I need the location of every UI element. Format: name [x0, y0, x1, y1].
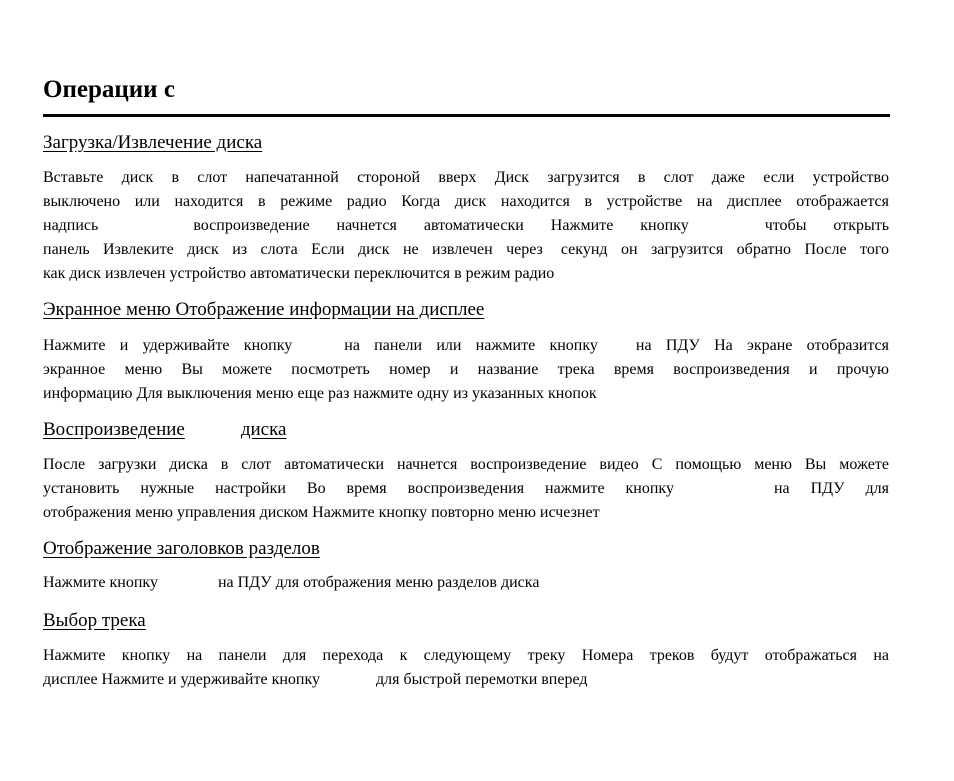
section-heading-track-select: Выбор трека	[43, 610, 146, 631]
text-line: информацию Для выключения меню еще раз нажмите одну из указанных кнопок	[43, 385, 597, 402]
page-title: Операции с	[43, 76, 175, 103]
section-heading-disc-load: Загрузка/Извлечение диска	[43, 132, 263, 153]
text-fragment: установить нужные настройки Во время воспроизведения нажмите кнопку	[43, 480, 674, 497]
section-body-disc-load	[43, 166, 889, 286]
section-heading-disc-playback	[43, 418, 287, 442]
text-line	[43, 477, 889, 501]
section-body-disc-playback	[43, 453, 889, 525]
text-line	[43, 334, 889, 358]
text-fragment: Нажмите и удерживайте кнопку	[43, 337, 293, 354]
text-line	[43, 214, 889, 238]
text-fragment: чтобы открыть	[764, 217, 889, 234]
text-fragment: на панели или нажмите кнопку	[344, 337, 598, 354]
section-heading-osd-menu: Экранное меню Отображение информации на дисплее	[43, 299, 485, 320]
text-line: Вставьте диск в слот напечатанной стороной вверх Диск загрузится в слот даже если устройство	[43, 169, 889, 186]
text-line: выключено или находится в режиме радио Когда диск находится в устройстве на дисплее отображается	[43, 193, 889, 210]
text-line	[43, 668, 889, 692]
text-line: экранное меню Вы можете посмотреть номер и название трека время воспроизведения и прочую	[43, 361, 889, 378]
text-fragment: на ПДУ для отображения меню разделов диска	[217, 574, 540, 591]
title-divider	[43, 114, 890, 117]
text-line: После загрузки диска в слот автоматически начнется воспроизведение видео С помощью меню Вы можете	[43, 456, 889, 473]
section-body-track-select	[43, 644, 889, 692]
text-line: отображения меню управления диском Нажмите кнопку повторно меню исчезнет	[43, 504, 600, 521]
text-fragment: секунд он загрузится обратно После того	[560, 241, 889, 258]
text-fragment: Нажмите кнопку	[43, 574, 158, 591]
text-fragment: воспроизведение начнется автоматически Нажмите кнопку	[193, 217, 689, 234]
text-fragment: на ПДУ для	[773, 480, 890, 497]
heading-fragment: диска	[240, 419, 287, 440]
section-body-chapter-titles	[43, 571, 889, 595]
text-line	[43, 571, 889, 595]
section-body-osd-menu	[43, 334, 889, 406]
text-line: Нажмите кнопку на панели для перехода к следующему треку Номера треков будут отображаться на	[43, 647, 889, 664]
text-fragment: надпись	[43, 217, 99, 234]
text-fragment: панель Извлеките диск из слота Если диск не извлечен через	[43, 241, 543, 258]
text-line	[43, 238, 889, 262]
section-heading-chapter-titles: Отображение заголовков разделов	[43, 538, 320, 559]
heading-fragment: Воспроизведение	[43, 419, 185, 440]
text-fragment: для быстрой перемотки вперед	[376, 671, 588, 688]
text-fragment: на ПДУ На экране отобразится	[635, 337, 890, 354]
text-fragment: дисплее Нажмите и удерживайте кнопку	[43, 671, 321, 688]
text-line: как диск извлечен устройство автоматически переключится в режим радио	[43, 265, 555, 282]
